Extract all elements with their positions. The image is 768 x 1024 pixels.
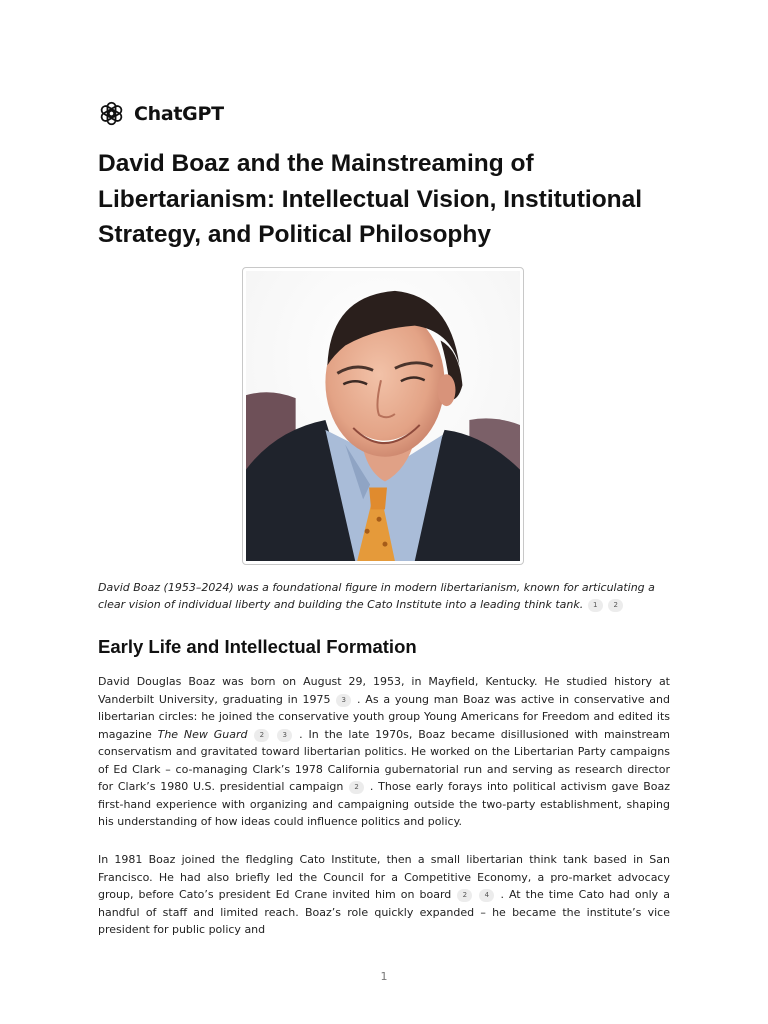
- page-number: 1: [380, 970, 388, 983]
- paragraph-text: . As a young man Boaz was active in conservative and libertarian circles: he joined the conservative youth group Young Americans for Freedom and edited its magazine: [98, 692, 670, 741]
- citation-badge[interactable]: 3: [277, 729, 292, 742]
- paragraph-text: David Douglas Boaz was born on August 29, 1953, in Mayfield, Kentucky. He studied history at Vanderbilt University, graduating in 1975: [98, 675, 670, 706]
- citation-badge[interactable]: 2: [457, 889, 472, 902]
- paragraph-text: . Those early forays into political activism gave Boaz first-hand experience with organizing and campaigning outside the two-party establishment, shaping his understanding of how ideas could influence politics and policy.: [98, 780, 671, 828]
- citation-badge[interactable]: 2: [254, 729, 269, 742]
- portrait-photo: [242, 267, 524, 565]
- paragraph-cato: [98, 851, 670, 939]
- citation-badge[interactable]: 2: [349, 781, 364, 794]
- caption-text: David Boaz (1953–2024) was a foundational figure in modern libertarianism, known for articulating a clear vision of individual liberty and building the Cato Institute into a leading think tank.: [98, 581, 655, 611]
- paragraph-text: In 1981 Boaz joined the fledgling Cato Institute, then a small libertarian think tank based in San Francisco. He had also briefly led the Council for a Competitive Economy, a pro-market advocacy group, before Cato’s president Ed Crane invited him on board: [98, 853, 670, 901]
- document-title: David Boaz and the Mainstreaming of Libertarianism: Intellectual Vision, Institutional Strategy, and Political Philosophy: [98, 150, 643, 248]
- magazine-title: The New Guard: [157, 727, 248, 741]
- paragraph-text: . At the time Cato had only a handful of staff and limited reach. Boaz’s role quickly expanded – he became the institute’s vice president for public policy and: [98, 888, 670, 936]
- citation-badge[interactable]: 4: [479, 889, 494, 902]
- openai-logo-icon: [98, 100, 125, 127]
- citation-badge[interactable]: 3: [336, 694, 351, 707]
- section-heading: Early Life and Intellectual Formation: [98, 636, 417, 657]
- chatgpt-brand: [98, 100, 224, 127]
- photo-caption: [98, 580, 673, 613]
- paragraph-text: . In the late 1970s, Boaz became disillusioned with mainstream conservatism and gravitated toward libertarian politics. He worked on the Libertarian Party campaigns of Ed Clark – co-managing Clark’s 1978 California gubernatorial run and serving as research director for Clark’s 1980 U.S. presidential campaign: [98, 727, 670, 793]
- paragraph-early-life: [98, 673, 670, 831]
- citation-badge[interactable]: 2: [608, 599, 623, 612]
- brand-name: ChatGPT: [134, 102, 224, 125]
- citation-badge[interactable]: 1: [588, 599, 603, 612]
